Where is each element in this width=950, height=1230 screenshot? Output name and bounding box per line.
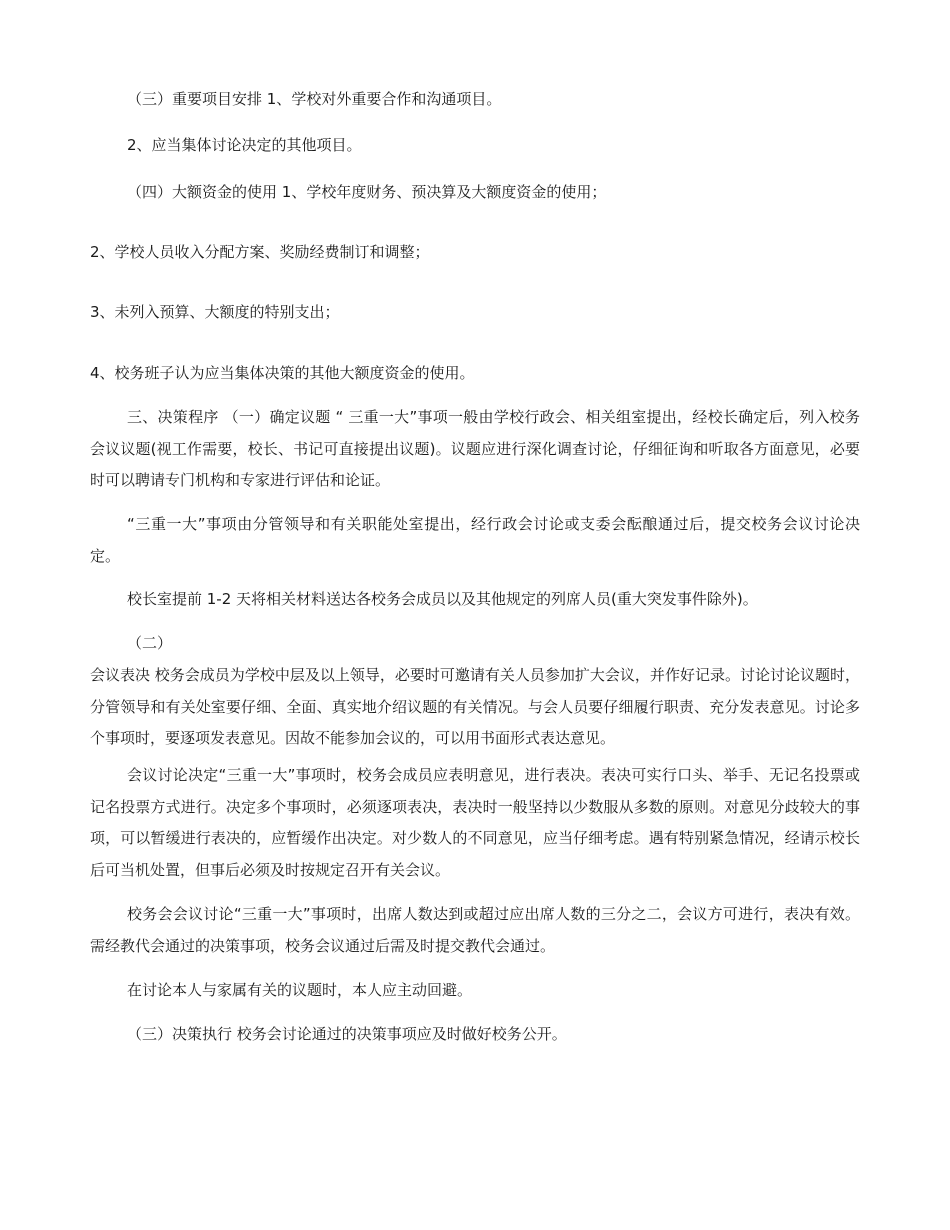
item-line: 3、未列入预算、大额度的特别支出； xyxy=(90,303,340,321)
body-paragraph: （三）决策执行 校务会讨论通过的决策事项应及时做好校务公开。 xyxy=(127,1025,567,1043)
item-line: （四）大额资金的使用 1、学校年度财务、预决算及大额度资金的使用； xyxy=(127,183,607,201)
body-paragraph: 会议讨论决定“三重一大”事项时，校务会成员应表明意见，进行表决。表决可实行口头、举手、无记名投票或记名投票方式进行。决定多个事项时，必须逐项表决，表决时一般坚持以少数服从多数的原则。对意见分歧较大的事项，可以暂缓进行表决的，应暂缓作出决定。对少数人的不同意见，应当仔细考虑。遇有特别紧急情况，经请示校长后可当机处置，但事后必须及时按规定召开有关会议。 xyxy=(90,766,860,879)
body-paragraph: 校长室提前 1-2 天将相关材料送达各校务会成员以及其他规定的列席人员(重大突发事件除外)。 xyxy=(127,590,758,608)
body-paragraph: 校务会会议讨论“三重一大”事项时，出席人数达到或超过应出席人数的三分之二，会议方可进行，表决有效。需经教代会通过的决策事项，校务会议通过后需及时提交教代会通过。 xyxy=(90,905,860,955)
section-heading: （二） xyxy=(127,634,173,652)
item-line: 4、校务班子认为应当集体决策的其他大额度资金的使用。 xyxy=(90,364,475,382)
item-line: 2、应当集体讨论决定的其他项目。 xyxy=(127,136,362,154)
item-line: （三）重要项目安排 1、学校对外重要合作和沟通项目。 xyxy=(127,90,502,108)
item-line: 2、学校人员收入分配方案、奖励经费制订和调整； xyxy=(90,243,430,261)
body-paragraph: 会议表决 校务会成员为学校中层及以上领导，必要时可邀请有关人员参加扩大会议，并作好记录。讨论讨论议题时，分管领导和有关处室要仔细、全面、真实地介绍议题的有关情况。与会人员要仔细履行职责、充分发表意见。讨论多个事项时，要逐项发表意见。因故不能参加会议的，可以用书面形式表达意见。 xyxy=(90,666,860,747)
body-paragraph: 三、决策程序 （一）确定议题 “ 三重一大”事项一般由学校行政会、相关组室提出，经校长确定后，列入校务会议议题(视工作需要，校长、书记可直接提出议题)。议题应进行深化调查讨论，仔细征询和听取各方面意见，必要时可以聘请专门机构和专家进行评估和论证。 xyxy=(90,408,860,489)
body-paragraph: “三重一大”事项由分管领导和有关职能处室提出，经行政会讨论或支委会酝酿通过后，提交校务会议讨论决定。 xyxy=(90,515,860,565)
body-paragraph: 在讨论本人与家属有关的议题时，本人应主动回避。 xyxy=(127,981,473,999)
